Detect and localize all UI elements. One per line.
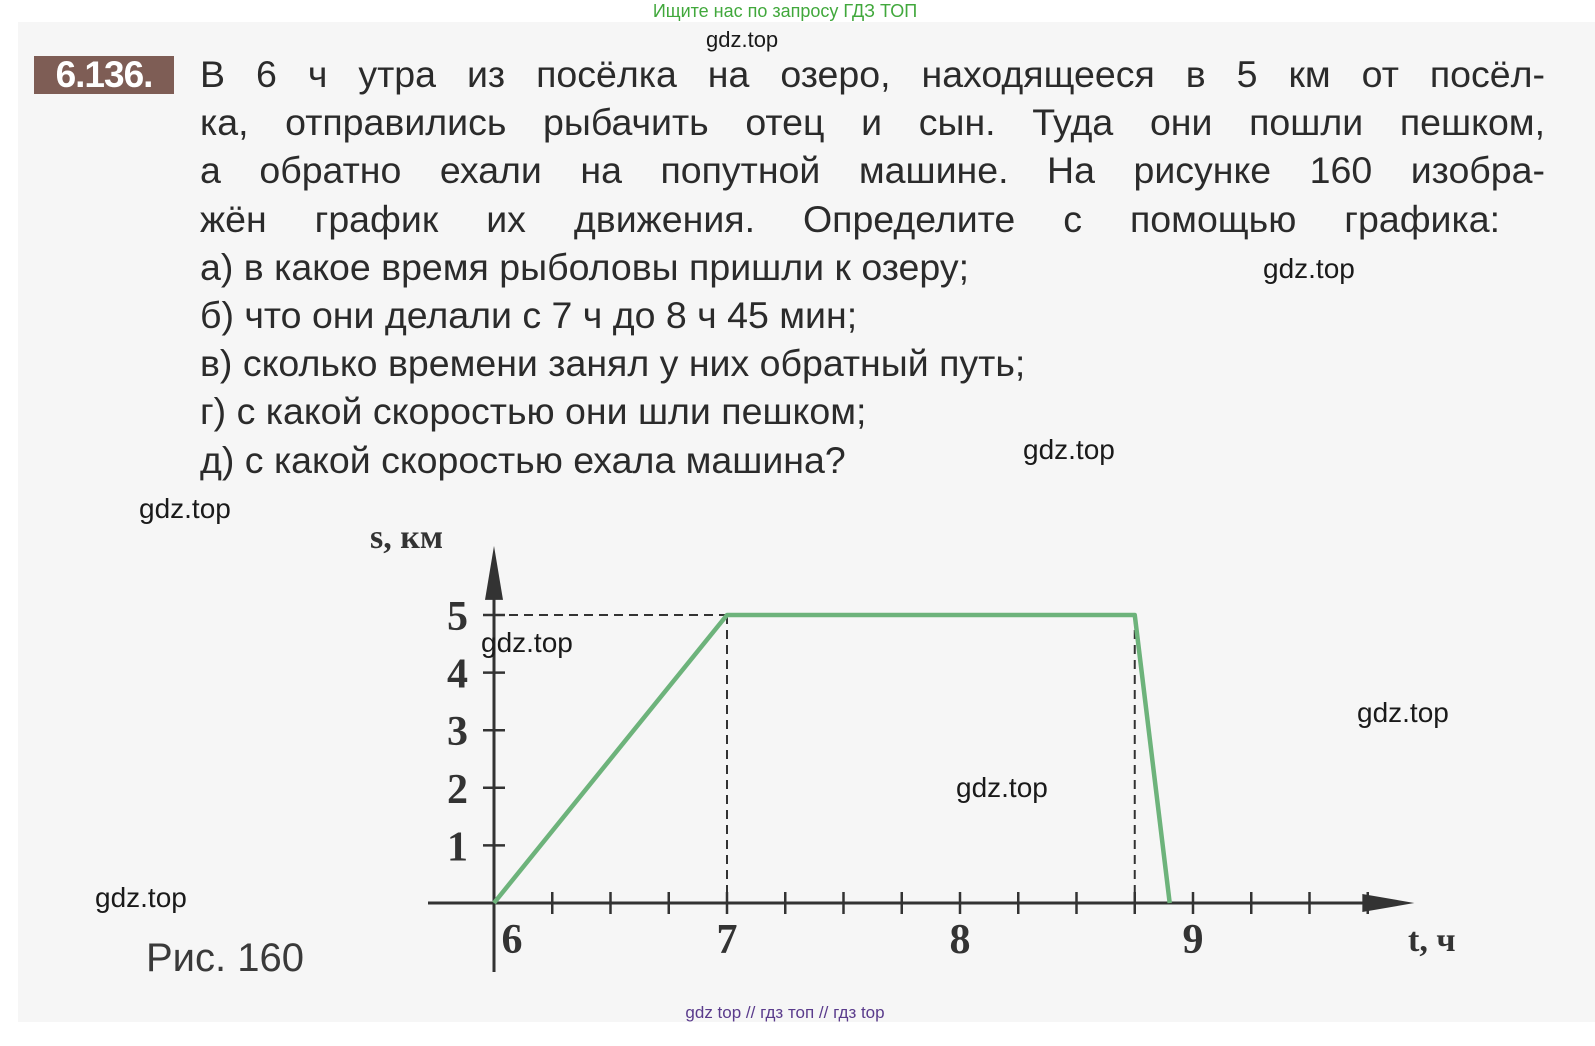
- y-axis-label: s, км: [370, 519, 443, 556]
- top-banner: Ищите нас по запросу ГДЗ ТОП: [652, 1, 918, 21]
- watermark: gdz.top: [1263, 253, 1355, 284]
- y-tick-label: 5: [447, 594, 468, 640]
- chart-axes: [428, 546, 1414, 972]
- y-tick-label: 2: [447, 766, 468, 813]
- footer-links: gdz top // гдз топ // гдз top: [685, 1003, 885, 1022]
- figure-caption: Рис. 160: [146, 936, 304, 980]
- watermark: gdz.top: [1023, 434, 1115, 465]
- chart-guides: [494, 615, 1135, 903]
- watermark: gdz.top: [139, 493, 231, 524]
- problem-line: В 6 ч утра из посёлка на озеро, находящееся в 5 км от посёл-: [200, 53, 1545, 95]
- x-tick-label: 9: [1182, 917, 1204, 963]
- question-b: б) что они делали с 7 ч до 8 ч 45 мин;: [200, 293, 858, 336]
- x-axis-arrow: [1362, 894, 1414, 912]
- question-e: д) с какой скоростью ехала машина?: [200, 438, 846, 481]
- x-axis-label: t, ч: [1408, 922, 1456, 959]
- question-c: в) сколько времени занял у них обратный путь;: [200, 342, 1026, 385]
- watermark: gdz.top: [95, 882, 187, 913]
- problem-line: жён график их движения. Определите с помощью графика:: [200, 197, 1500, 240]
- series-line: [494, 615, 1170, 903]
- x-tick-label: 7: [716, 917, 738, 963]
- problem-line: а обратно ехали на попутной машине. На рисунке 160 изобра-: [200, 149, 1545, 192]
- y-tick-label: 4: [447, 651, 468, 698]
- y-tick-label: 1: [447, 824, 468, 871]
- problem-number: 6.136.: [34, 56, 174, 94]
- chart-labels: [370, 519, 1456, 963]
- watermark: gdz.top: [706, 27, 779, 52]
- x-tick-label: 8: [949, 917, 971, 963]
- question-d: г) с какой скоростью они шли пешком;: [200, 390, 867, 433]
- x-tick-label: 6: [501, 917, 523, 963]
- chart-ticks: [483, 615, 1368, 914]
- watermark: gdz.top: [481, 627, 573, 658]
- problem-line: ка, отправились рыбачить отец и сын. Туда они пошли пешком,: [200, 101, 1545, 144]
- y-tick-label: 3: [447, 709, 468, 756]
- question-a: а) в какое время рыболовы пришли к озеру;: [200, 245, 969, 288]
- chart-series: [494, 615, 1170, 903]
- watermark: gdz.top: [956, 772, 1048, 803]
- y-axis-arrow: [485, 546, 503, 600]
- watermark: gdz.top: [1357, 697, 1449, 728]
